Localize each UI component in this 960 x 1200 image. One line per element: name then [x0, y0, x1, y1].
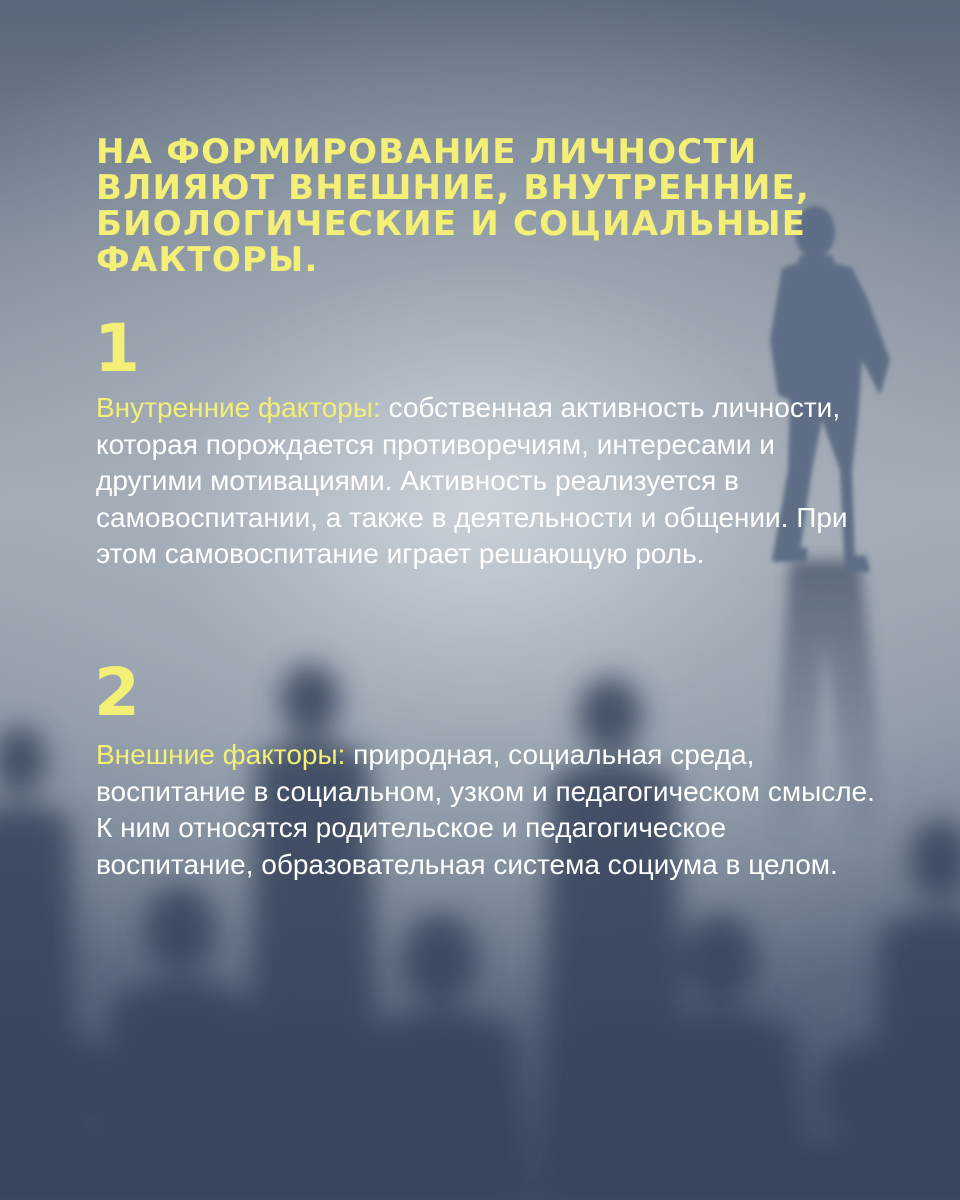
section-1-text [96, 390, 886, 573]
section-2-body: природная, социальная среда, воспитание в социальном, узком и педагогическом смысле. К ним относятся родительское и педагогическое воспитание, образовательная система социума в целом. [96, 739, 875, 880]
section-1-lead: Внутренние факторы: [96, 392, 381, 423]
section-2-lead: Внешние факторы: [96, 739, 346, 770]
section-2-text [96, 737, 886, 883]
section-number-1: 1 [94, 310, 140, 387]
section-number-2: 2 [94, 654, 140, 731]
section-1-body: собственная активность личности, которая порождается противоречиям, интересами и другими мотивациями. Активность реализуется в самовоспитании, а также в деятельности и общении. При этом самовоспитание играет решающую роль. [96, 392, 848, 569]
headline: НА ФОРМИРОВАНИЕ ЛИЧНОСТИ ВЛИЯЮТ ВНЕШНИЕ, ВНУТРЕННИЕ, БИОЛОГИЧЕСКИЕ И СОЦИАЛЬНЫЕ ФАКТОРЫ. [96, 132, 811, 280]
